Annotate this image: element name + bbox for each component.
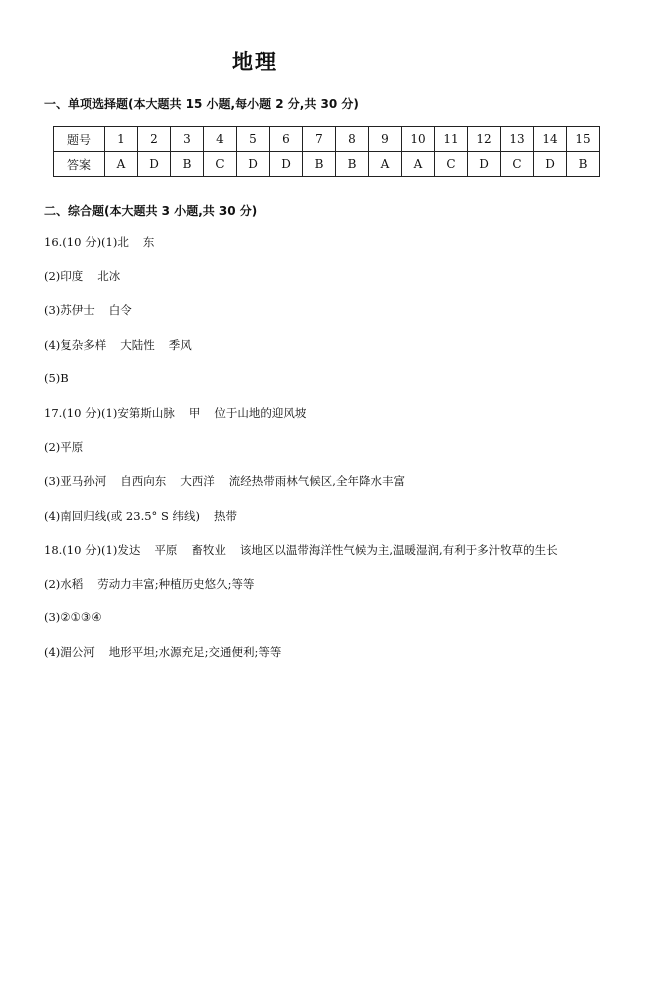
answer-text: (3)亚马孙河 (44, 474, 107, 489)
question-number-row (54, 127, 600, 152)
answer-label: 答案 (54, 152, 105, 177)
answer-text: (2)印度 (44, 269, 84, 284)
question-number-cell: 2 (138, 127, 171, 152)
answer-cell: C (204, 152, 237, 177)
question-number-cell: 10 (402, 127, 435, 152)
answer-text: (2)平原 (44, 440, 84, 455)
answer-text: 甲 (188, 406, 201, 420)
answer-cell: B (567, 152, 600, 177)
question-number-cell: 15 (567, 127, 600, 152)
answer-text: (3)②①③④ (44, 610, 102, 625)
answer-text: 地形平坦;水源充足;交通便利;等等 (108, 645, 282, 660)
answer-text: (5)B (44, 370, 69, 385)
answer-cell: A (369, 152, 402, 177)
question-number-cell: 11 (435, 127, 468, 152)
answer-line (44, 610, 102, 624)
answer-text: 自西向东 (120, 474, 167, 489)
answer-line (44, 337, 192, 353)
answer-cell: A (402, 152, 435, 177)
section-2-heading: 二、综合题(本大题共 3 小题,共 30 分) (44, 204, 258, 218)
question-number-cell: 12 (468, 127, 501, 152)
answer-text: (2)水稻 (44, 577, 84, 591)
answer-line (44, 234, 154, 250)
answer-text: 东 (142, 235, 155, 249)
question-number-cell: 1 (105, 127, 138, 152)
question-number-cell: 8 (336, 127, 369, 152)
answer-text: 热带 (213, 508, 237, 523)
answer-line (44, 268, 120, 284)
answer-line (44, 542, 558, 558)
answer-cell: A (105, 152, 138, 177)
question-number-cell: 3 (171, 127, 204, 152)
answer-cell: D (468, 152, 501, 177)
question-number-cell: 13 (501, 127, 534, 152)
question-number-cell: 9 (369, 127, 402, 152)
answer-row (54, 152, 600, 177)
answer-text: 平原 (154, 542, 178, 557)
answer-cell: B (171, 152, 204, 177)
answer-line (44, 473, 405, 489)
answer-line (44, 576, 255, 592)
question-number-cell: 4 (204, 127, 237, 152)
answer-line (44, 644, 281, 660)
answer-text: 劳动力丰富;种植历史悠久;等等 (97, 577, 255, 591)
answer-text: 大陆性 (120, 337, 155, 352)
answer-text: 季风 (168, 337, 192, 352)
answer-text: 流经热带雨林气候区,全年降水丰富 (228, 474, 405, 489)
question-number-label: 题号 (54, 127, 105, 152)
question-number-cell: 6 (270, 127, 303, 152)
answer-text: (4)南回归线(或 23.5° S 纬线) (44, 508, 200, 523)
answer-cell: D (534, 152, 567, 177)
answer-text: 18.(10 分)(1)发达 (44, 542, 141, 557)
answer-cell: D (138, 152, 171, 177)
question-number-cell: 7 (303, 127, 336, 152)
answer-text: (4)复杂多样 (44, 337, 107, 352)
document-title: 地理 (232, 50, 278, 74)
answer-line (44, 371, 69, 385)
answer-cell: B (303, 152, 336, 177)
answer-line (44, 405, 306, 421)
answer-line (44, 439, 83, 455)
answer-text: 该地区以温带海洋性气候为主,温暖湿润,有利于多汁牧草的生长 (239, 542, 558, 557)
answer-text: 17.(10 分)(1)安第斯山脉 (44, 406, 175, 420)
answer-cell: C (501, 152, 534, 177)
answer-table (53, 126, 600, 177)
answer-cell: C (435, 152, 468, 177)
answer-cell: D (237, 152, 270, 177)
answer-line (44, 302, 132, 318)
answer-text: 畜牧业 (191, 542, 226, 557)
answer-cell: B (336, 152, 369, 177)
answer-text: (4)湄公河 (44, 645, 95, 660)
answer-text: 位于山地的迎风坡 (214, 406, 307, 420)
answer-text: 白令 (108, 303, 132, 318)
question-number-cell: 14 (534, 127, 567, 152)
answer-text: (3)苏伊士 (44, 303, 95, 318)
answer-text: 北冰 (97, 269, 121, 284)
answer-cell: D (270, 152, 303, 177)
question-number-cell: 5 (237, 127, 270, 152)
section-1-heading: 一、单项选择题(本大题共 15 小题,每小题 2 分,共 30 分) (44, 97, 359, 111)
answer-line (44, 508, 237, 524)
answer-text: 大西洋 (180, 474, 215, 489)
answer-text: 16.(10 分)(1)北 (44, 235, 129, 249)
